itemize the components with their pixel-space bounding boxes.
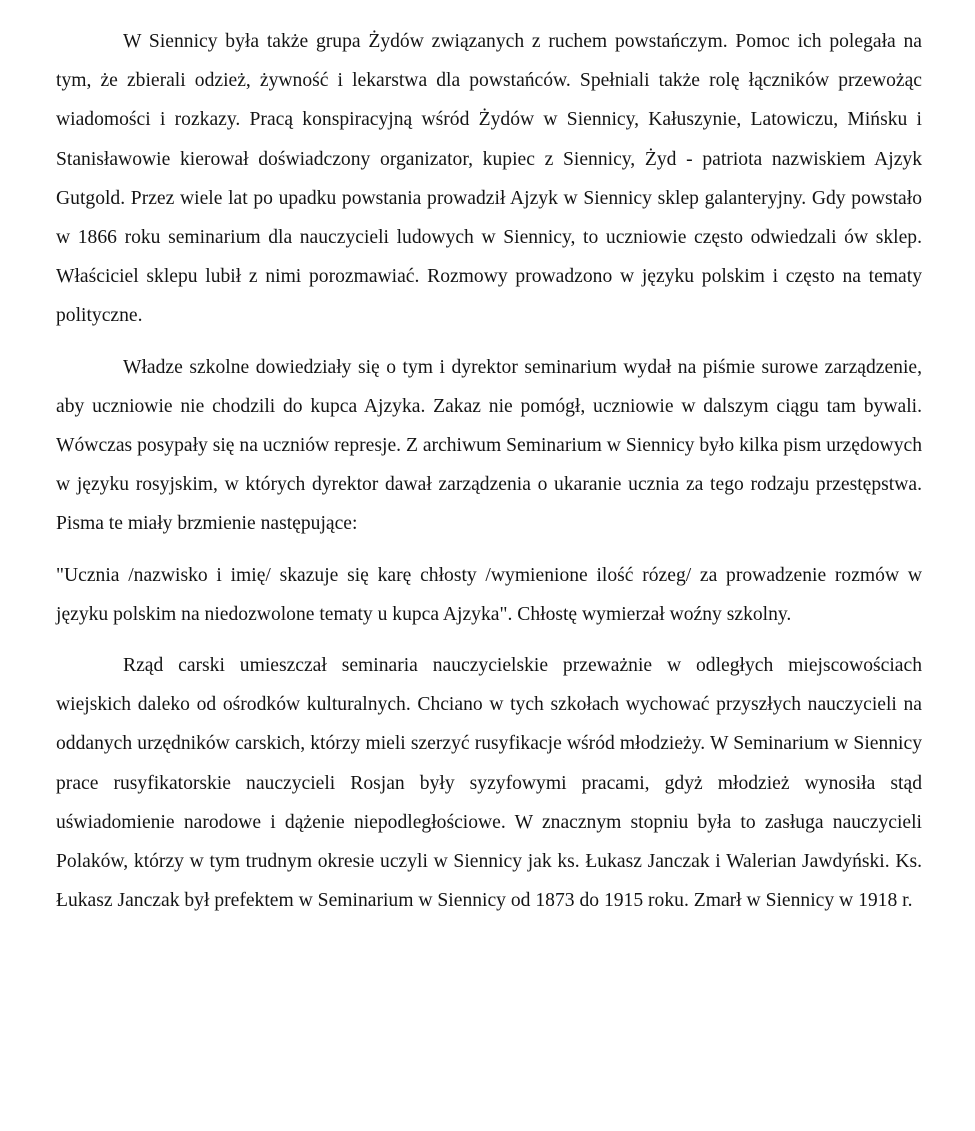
paragraph-school-authorities: Władze szkolne dowiedziały się o tym i dyrektor seminarium wydał na piśmie surowe zarządzenie, aby uczniowie nie chodzili do kupca Ajzyka. Zakaz nie pomógł, uczniowie w dalszym ciągu tam bywali. Wówczas posypały się na uczniów represje. Z archiwum Seminarium w Siennicy było kilka pism urzędowych w języku rosyjskim, w których dyrektor dawał zarządzenia o ukaranie ucznia za tego rodzaju przestępstwa. Pisma te miały brzmienie następujące: — [56, 356, 922, 535]
paragraph-tsarist-seminaries: Rząd carski umieszczał seminaria nauczycielskie przeważnie w odległych miejscowościach wiejskich daleko od ośrodków kulturalnych. Chciano w tych szkołach wychować przyszłych nauczycieli na oddanych urzędników carskich, którzy mieli szerzyć rusyfikacje wśród młodzieży. W Seminarium w Siennicy prace rusyfikatorskie nauczycieli Rosjan były syzyfowymi pracami, gdyż młodzież wynosiła stąd uświadomienie narodowe i dążenie niepodległościowe. W znacznym stopniu była to zasługa nauczycieli Polaków, którzy w tym trudnym okresie uczyli w Siennicy jak ks. Łukasz Janczak i Walerian Jawdyński. Ks. Łukasz Janczak był prefektem w Seminarium w Siennicy od 1873 do 1915 roku. Zmarł w Siennicy w 1918 r. — [56, 655, 922, 912]
paragraph-quoted-order: "Ucznia /nazwisko i imię/ skazuje się karę chłosty /wymienione ilość rózeg/ za prowadzenie rozmów w języku polskim na niedozwolone tematy u kupca Ajzyka". Chłostę wymierzał woźny szkolny. — [56, 564, 922, 625]
paragraph-jewish-insurgent-group: W Siennicy była także grupa Żydów związanych z ruchem powstańczym. Pomoc ich polegała na tym, że zbierali odzież, żywność i lekarstwa dla powstańców. Spełniali także rolę łączników przewożąc wiadomości i rozkazy. Pracą konspiracyjną wśród Żydów w Siennicy, Kałuszynie, Latowiczu, Mińsku i Stanisławowie kierował doświadczony organizator, kupiec z Siennicy, Żyd - patriota nazwiskiem Ajzyk Gutgold. Przez wiele lat po upadku powstania prowadził Ajzyk w Siennicy sklep galanteryjny. Gdy powstało w 1866 roku seminarium dla nauczycieli ludowych w Siennicy, to uczniowie często odwiedzali ów sklep. Właściciel sklepu lubił z nimi porozmawiać. Rozmowy prowadzono w języku polskim i często na tematy polityczne. — [56, 31, 922, 327]
document-page — [56, 22, 922, 920]
